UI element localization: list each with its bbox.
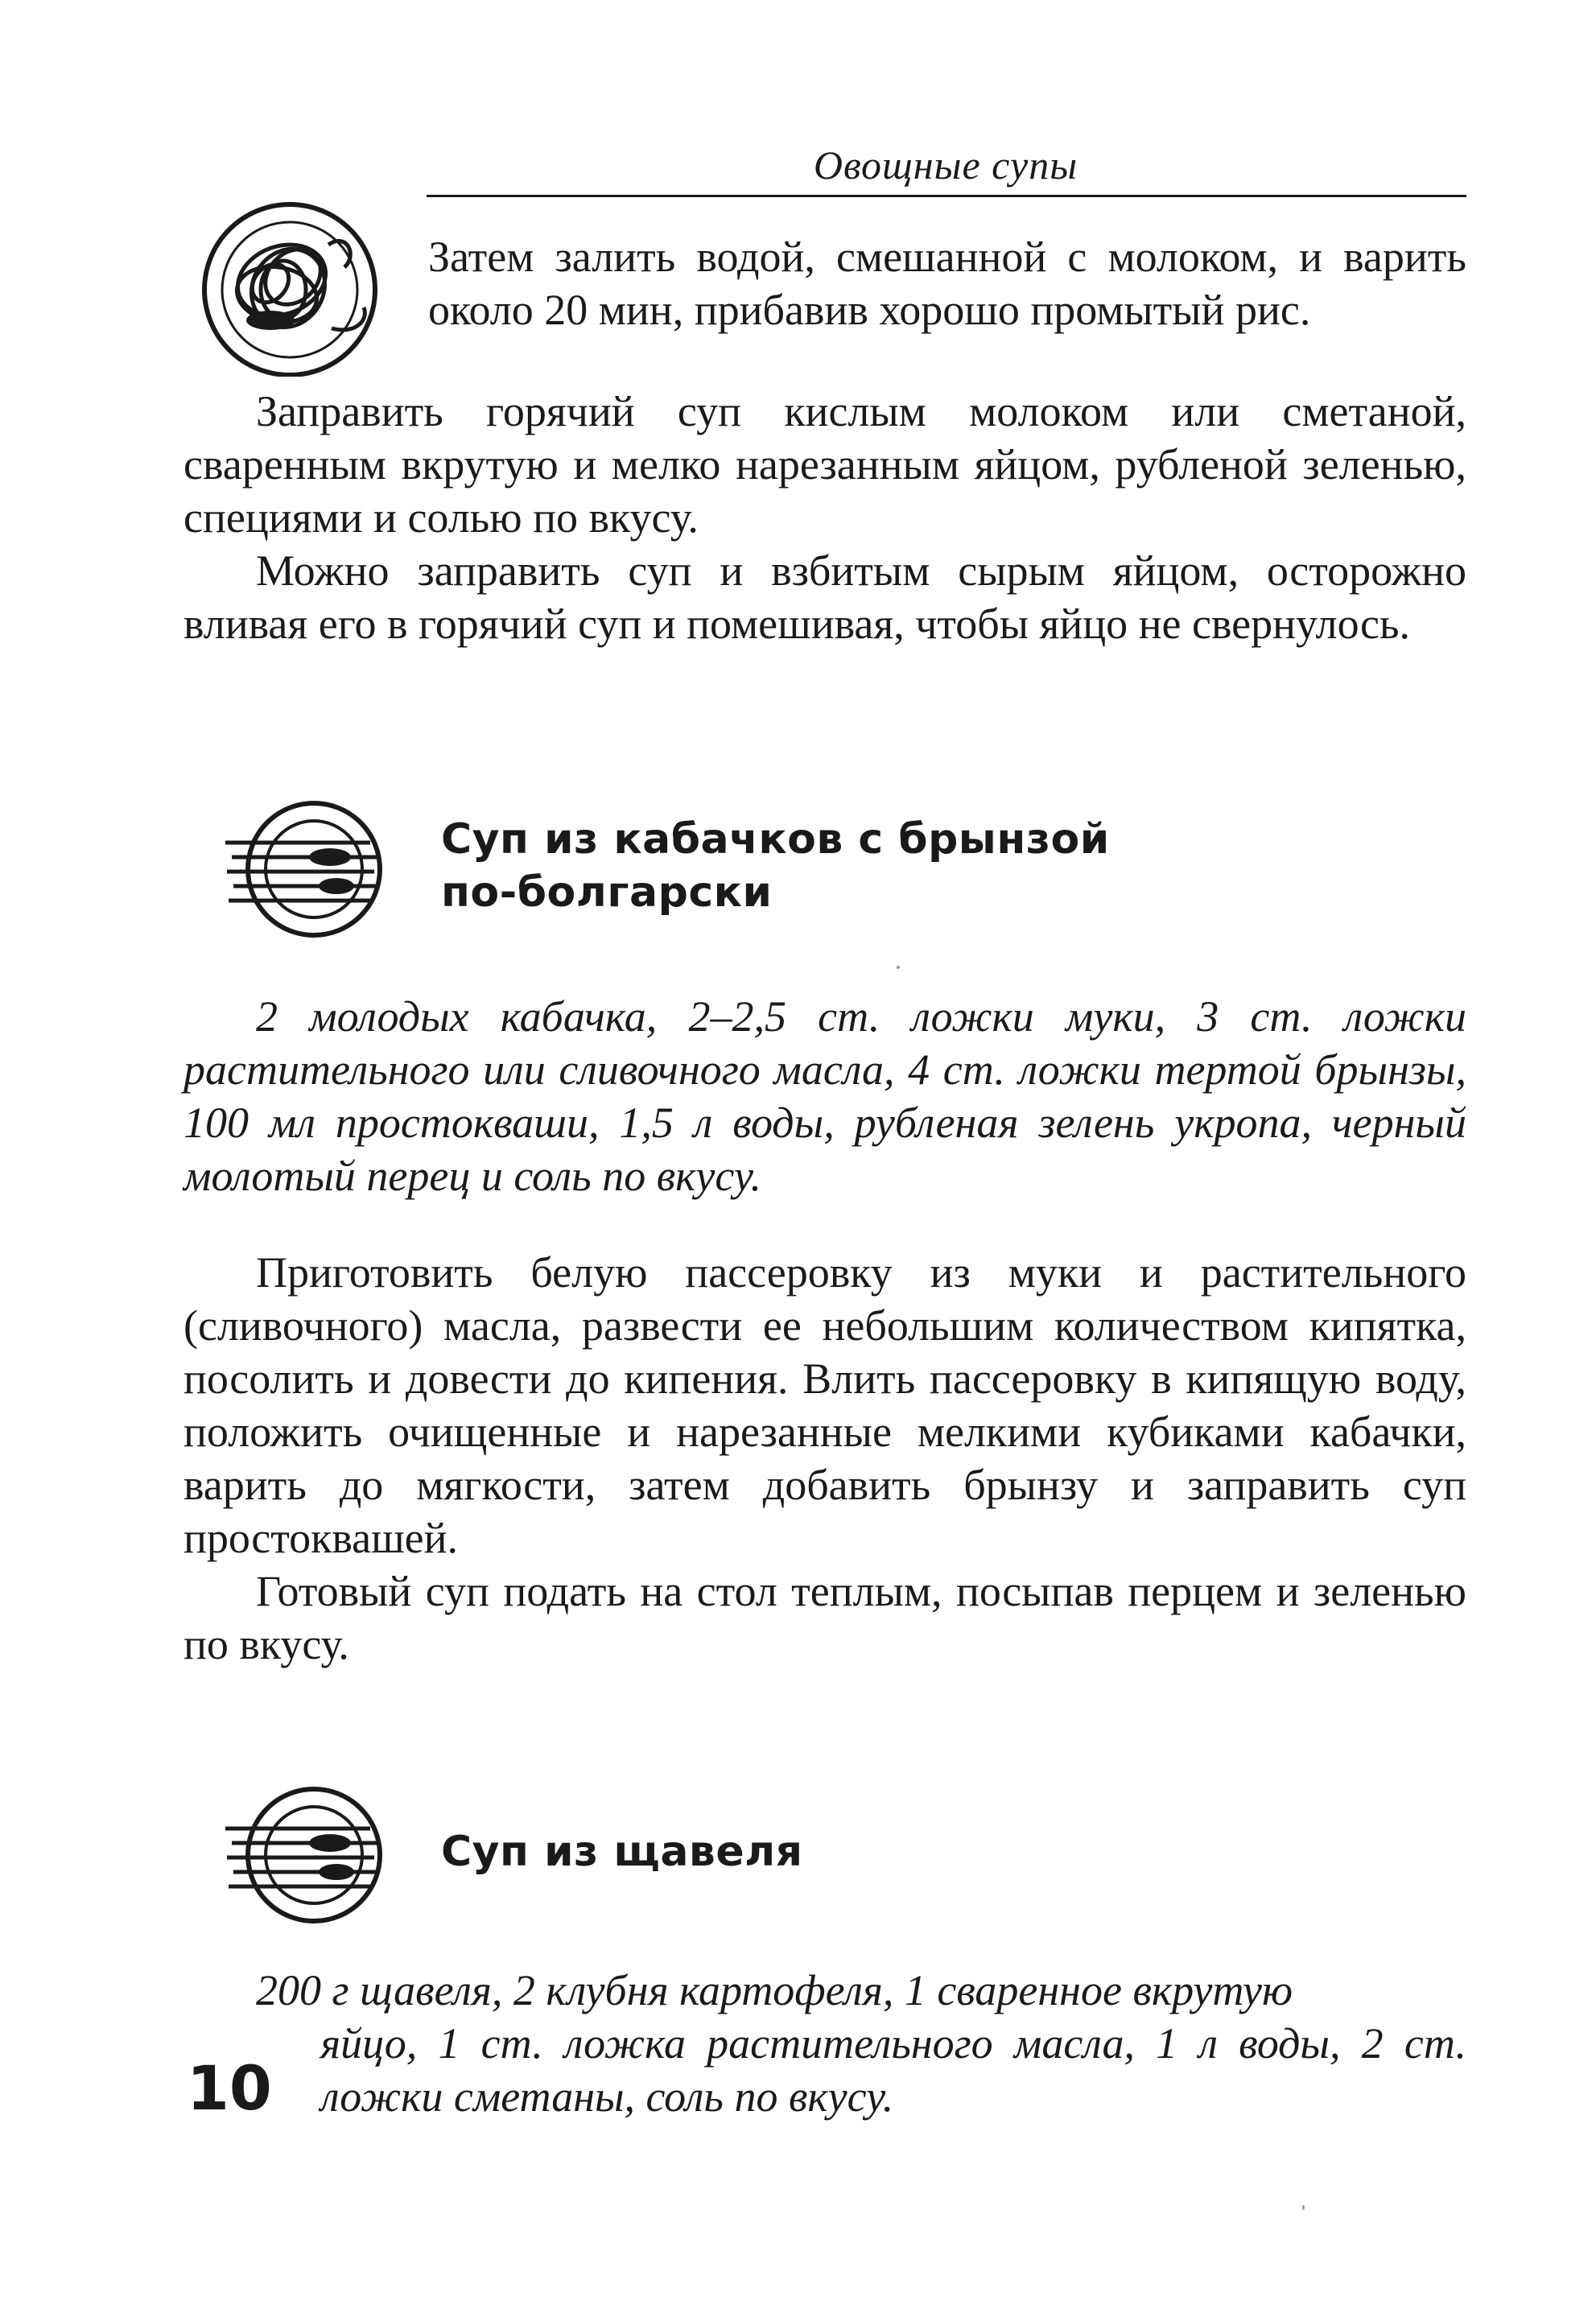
intro-paragraph-1: Заправить горячий суп кислым молоком или сметаной, сваренным вкрутую и мелко нарезанным яйцом, рубленой зеленью, специями и солью по вкусу. bbox=[184, 387, 1466, 542]
recipe1-step-1: Приготовить белую пассеровку из муки и растительного (сливочного) масла, развести ее небольшим количеством кипятка, посолить и довести до кипения. Влить пассеровку в кипящую воду, положить очищенные и нарезанные мелкими кубиками кабачки, варить до мягкости, затем добавить брынзу и заправить суп простоквашей. bbox=[184, 1248, 1466, 1562]
recipe1-step-2: Готовый суп подать на стол теплым, посыпав перцем и зеленью по вкусу. bbox=[184, 1567, 1466, 1668]
recipe1-ingredients: 2 молодых кабачка, 2–2,5 ст. ложки муки, 3 ст. ложки растительного или сливочного масла, 4 ст. ложки тертой брынзы, 100 мл простокваши, 1,5 л воды, рубленая зелень укропа, черный молотый перец и соль по вкусу. bbox=[184, 992, 1466, 1200]
intro-paragraph-2: Можно заправить суп и взбитым сырым яйцом, осторожно вливая его в горячий суп и помешивая, чтобы яйцо не свернулось. bbox=[184, 546, 1466, 648]
noodle-plate-icon bbox=[187, 200, 396, 377]
recipe-title-sorrel-soup: Суп из щавеля bbox=[441, 1828, 803, 1876]
recipe-title-zucchini-soup bbox=[441, 813, 1407, 919]
intro-continuation: Затем залить водой, смешанной с молоком, и варить около 20 мин, прибавив хорошо промытый рис. bbox=[428, 233, 1466, 334]
recipe-title-line-2: по-болгарски bbox=[441, 868, 773, 917]
recipe2-ingredients-line-1: 200 г щавеля, 2 клубня картофеля, 1 сваренное вкрутую bbox=[256, 1966, 1293, 2014]
header-rule bbox=[427, 195, 1466, 197]
scan-speck bbox=[897, 966, 900, 969]
page-number: 10 bbox=[187, 2052, 272, 2124]
running-head: Овощные супы bbox=[813, 142, 1078, 188]
scan-speck bbox=[1302, 2205, 1305, 2210]
recipe2-ingredients-rest: яйцо, 1 ст. ложка растительного масла, 1 л воды, 2 ст. ложки сметаны, соль по вкусу. bbox=[320, 2019, 1466, 2121]
recipe-title-line-1: Суп из кабачков с брынзой bbox=[441, 815, 1110, 864]
plate-cutlery-icon bbox=[209, 1779, 402, 1932]
plate-cutlery-icon bbox=[209, 793, 402, 946]
